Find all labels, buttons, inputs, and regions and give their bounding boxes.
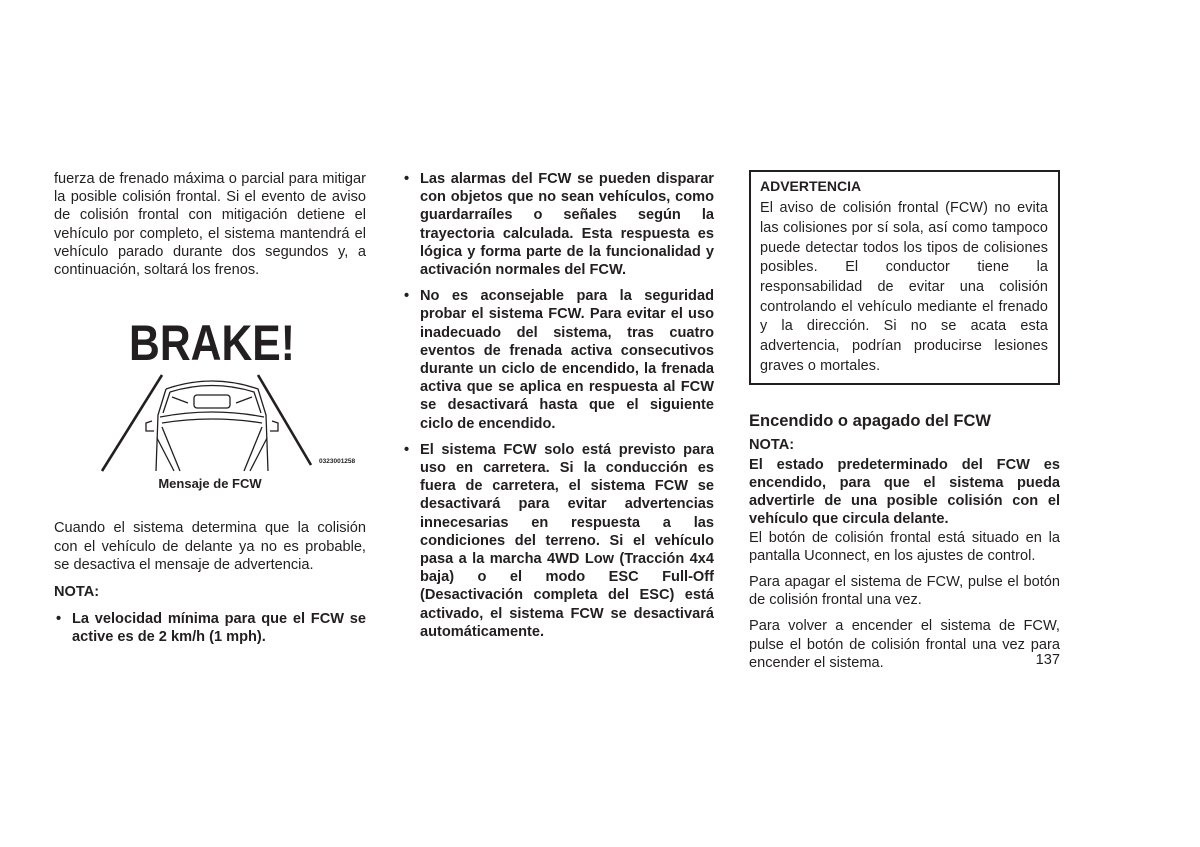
column-left	[54, 170, 366, 647]
paragraph-button-location: El botón de colisión frontal está situado en la pantalla Uconnect, en los ajustes de control.	[749, 529, 1060, 564]
figure-code: 0323001258	[319, 458, 356, 466]
note-label: NOTA:	[54, 584, 100, 601]
note-default-state: El estado predeterminado del FCW es encendido, para que el sistema pueda advertirle de una posible colisión con el vehículo que circula delante.	[749, 456, 1060, 528]
brake-display-text: BRAKE!	[129, 315, 295, 372]
note-label: NOTA:	[749, 436, 795, 453]
paragraph-turn-on: Para volver a encender el sistema de FCW, pulse el botón de colisión frontal una vez para encender el sistema.	[749, 618, 1060, 671]
bullet-text: Las alarmas del FCW se pueden disparar con objetos que no sean vehículos, como guardarraíles o señales según la trayectoria calculada. Esta respuesta es lógica y forma parte de la funcionalidad y activación normales del FCW.	[420, 171, 714, 279]
column-middle	[402, 170, 714, 641]
paragraph-turn-off: Para apagar el sistema de FCW, pulse el botón de colisión frontal una vez.	[749, 573, 1060, 609]
warning-box	[749, 170, 1060, 385]
list-item	[402, 287, 714, 433]
list-item	[402, 441, 714, 641]
section-heading: Encendido o apagado del FCW	[749, 411, 992, 430]
list-item	[54, 610, 366, 646]
warning-title: ADVERTENCIA	[760, 178, 862, 194]
bullet-icon: •	[56, 611, 62, 628]
column-right	[749, 170, 1060, 672]
page-number: 137	[1035, 652, 1060, 668]
paragraph-brake-release: fuerza de frenado máxima o parcial para mitigar la posible colisión frontal. Si el evento de aviso de colisión frontal con mitigación detiene el vehículo por completo, el sistema mantendrá el vehículo parado durante dos segundos y, a continuación, soltará los frenos.	[54, 171, 366, 279]
fcw-brake-figure	[54, 303, 366, 473]
bullet-icon: •	[404, 441, 410, 458]
bullet-text: No es aconsejable para la seguridad probar el sistema FCW. Para evitar el uso inadecuado del sistema, tras cuatro eventos de frenada activa consecutivos durante un ciclo de encendido, la frenada activa que se aplica en respuesta al FCW se desactivará hasta que el siguiente ciclo de encendido.	[420, 288, 714, 432]
warning-body: El aviso de colisión frontal (FCW) no evita las colisiones por sí sola, así como tampoco puede detectar todos los tipos de colisiones posibles. El conductor tiene la responsabilidad de evitar una colisión controlando el vehículo mediante el frenado y la dirección. Si no se acata esta advertencia, podrían producirse lesiones graves o mortales.	[760, 200, 1048, 374]
bullet-text: El sistema FCW solo está previsto para uso en carretera. Si la conducción es fuera de carretera, el sistema FCW se desactivará para evitar advertencias innecesarias en respuesta a las condiciones del terreno. Si el vehículo pasa a la marcha 4WD Low (Tracción 4x4 baja) o el modo ESC Full-Off (Desactivación completa del ESC) está activado, el sistema FCW se desactivará automáticamente.	[420, 441, 714, 640]
paragraph-warning-deactivated: Cuando el sistema determina que la colisión con el vehículo de delante ya no es probable, se desactiva el mensaje de advertencia.	[54, 520, 366, 573]
bullet-icon: •	[404, 171, 410, 187]
list-item	[402, 170, 714, 279]
car-rear-view-illustration	[54, 303, 366, 473]
bullet-icon: •	[404, 288, 410, 305]
bullet-text: La velocidad mínima para que el FCW se active es de 2 km/h (1 mph).	[72, 611, 366, 646]
figure-caption: Mensaje de FCW	[158, 476, 262, 492]
